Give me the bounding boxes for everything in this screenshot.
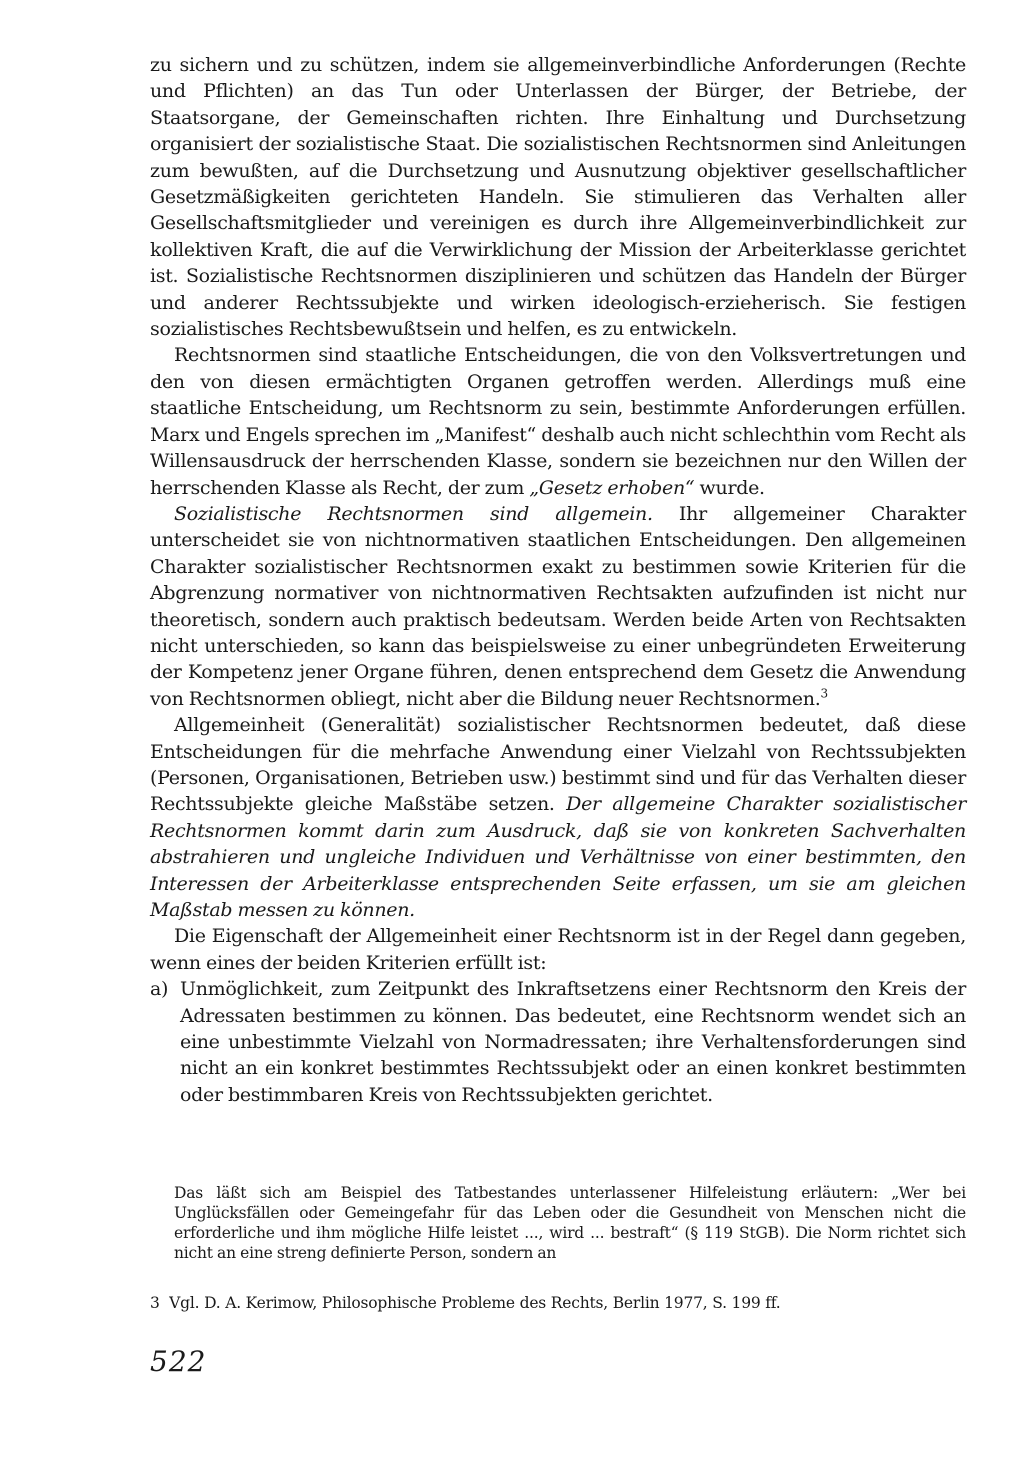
paragraph-3-text: Ihr allgemeiner Charakter unterscheidet sie von nichtnormativen staatlichen Entscheidungen. Den allgemeinen Charakter sozialistischer Rechtsnormen exakt zu bestimmen sowie Kriterien für die Abgrenzung normativer von nichtnormativen Rechtsakten aufzufinden ist nicht nur theoretisch, sondern auch praktisch bedeutsam. Werden beide Arten von Rechtsakten nicht unterschieden, so kann das beispielsweise zu einer unbegründeten Erweiterung der Kompetenz jener Organe führen, denen entsprechend dem Gesetz die Anwendung von Rechtsnormen obliegt, nicht aber die Bildung neuer Rechtsnormen.: [150, 502, 967, 710]
paragraph-2-emphasis: „Gesetz erhoben“: [529, 476, 695, 499]
paragraph-2-text-a: Rechtsnormen sind staatliche Entscheidungen, die von den Volksvertretungen und den von diesen ermächtigten Organen getroffen werden. Allerdings muß eine staatliche Entscheidung, um Rechtsnorm zu sein, bestimmte Anforderungen erfüllen. Marx und Engels sprechen im „Manifest“ deshalb auch nicht schlechthin vom Recht als Willensausdruck der herrschenden Klasse, sondern sie bezeichnen nur den Willen der herrschenden Klasse als Recht, der zum: [150, 344, 966, 499]
footnote-reference: 3: [820, 686, 828, 701]
paragraph-4-emphasis: Der allgemeine Charakter sozialistischer Rechtsnormen kommt darin zum Ausdruck, daß sie von konkreten Sachverhalten abstrahieren und ungleiche Individuen und Verhältnisse von einer bestimmten, den Interessen der Arbeiterklasse entsprechenden Seite erfassen, um sie am gleichen Maßstab messen zu können.: [150, 793, 966, 921]
list-item: [150, 976, 966, 1108]
footnote-text: Vgl. D. A. Kerimow, Philosophische Probleme des Rechts, Berlin 1977, S. 199 ff.: [169, 1294, 781, 1312]
page-number: 522: [150, 1345, 207, 1378]
list-item-label: a): [150, 978, 169, 1001]
paragraph-1: zu sichern und zu schützen, indem sie allgemeinverbindliche Anforderungen (Rechte und Pflichten) an das Tun oder Unterlassen der Bürger, der Betriebe, der Staatsorgane, der Gemeinschaften richten. Ihre Einhaltung und Durchsetzung organisiert der sozialistische Staat. Die sozialistischen Rechtsnormen sind Anleitungen zum bewußten, auf die Durchsetzung und Ausnutzung objektiver gesellschaftlicher Gesetzmäßigkeiten gerichteten Handeln. Sie stimulieren das Verhalten aller Gesellschaftsmitglieder und vereinigen es durch ihre Allgemeinverbindlichkeit zur kollektiven Kraft, die auf die Verwirklichung der Mission der Arbeiterklasse gerichtet ist. Sozialistische Rechtsnormen disziplinieren und schützen das Handeln der Bürger und anderer Rechtssubjekte und wirken ideologisch-erzieherisch. Sie festigen sozialistisches Rechtsbewußtsein und helfen, es zu entwickeln.: [150, 54, 966, 341]
paragraph-3-emphasis: Sozialistische Rechtsnormen sind allgemein.: [174, 502, 653, 525]
paragraph-4: [150, 712, 966, 923]
paragraph-4-text: Allgemeinheit (Generalität) sozialistischer Rechtsnormen bedeutet, daß diese Entscheidungen für die mehrfache Anwendung einer Vielzahl von Rechtssubjekten (Personen, Organisationen, Betrieben usw.) bestimmt sind und für das Verhalten dieser Rechtssubjekte gleiche Maßstäbe setzen.: [150, 714, 966, 816]
small-print-paragraph: Das läßt sich am Beispiel des Tatbestandes unterlassener Hilfeleistung erläutern: „Wer bei Unglücksfällen oder Gemeingefahr für das Leben oder die Gesundheit von Menschen nicht die erforderliche und ihm mögliche Hilfe leistet ..., wird ... bestraft“ (§ 119 StGB). Die Norm richtet sich nicht an eine streng definierte Person, sondern an: [174, 1184, 966, 1262]
paragraph-5: Die Eigenschaft der Allgemeinheit einer Rechtsnorm ist in der Regel dann gegeben, wenn eines der beiden Kriterien erfüllt ist:: [150, 925, 966, 974]
paragraph-2: [150, 342, 966, 500]
paragraph-3: [150, 501, 966, 712]
paragraph-2-text-b: wurde.: [694, 476, 765, 499]
footnote: [150, 1292, 966, 1314]
list-item-text: Unmöglichkeit, zum Zeitpunkt des Inkraftsetzens einer Rechtsnorm den Kreis der Adressaten bestimmen zu können. Das bedeutet, eine Rechtsnorm wendet sich an eine unbestimmte Vielzahl von Normadressaten; ihre Verhaltensforderungen sind nicht an ein konkret bestimmtes Rechtssubjekt oder an einen konkret bestimmten oder bestimmbaren Kreis von Rechtssubjekten gerichtet.: [180, 978, 966, 1106]
main-text: [150, 52, 966, 1108]
footnote-number: 3: [150, 1294, 160, 1312]
